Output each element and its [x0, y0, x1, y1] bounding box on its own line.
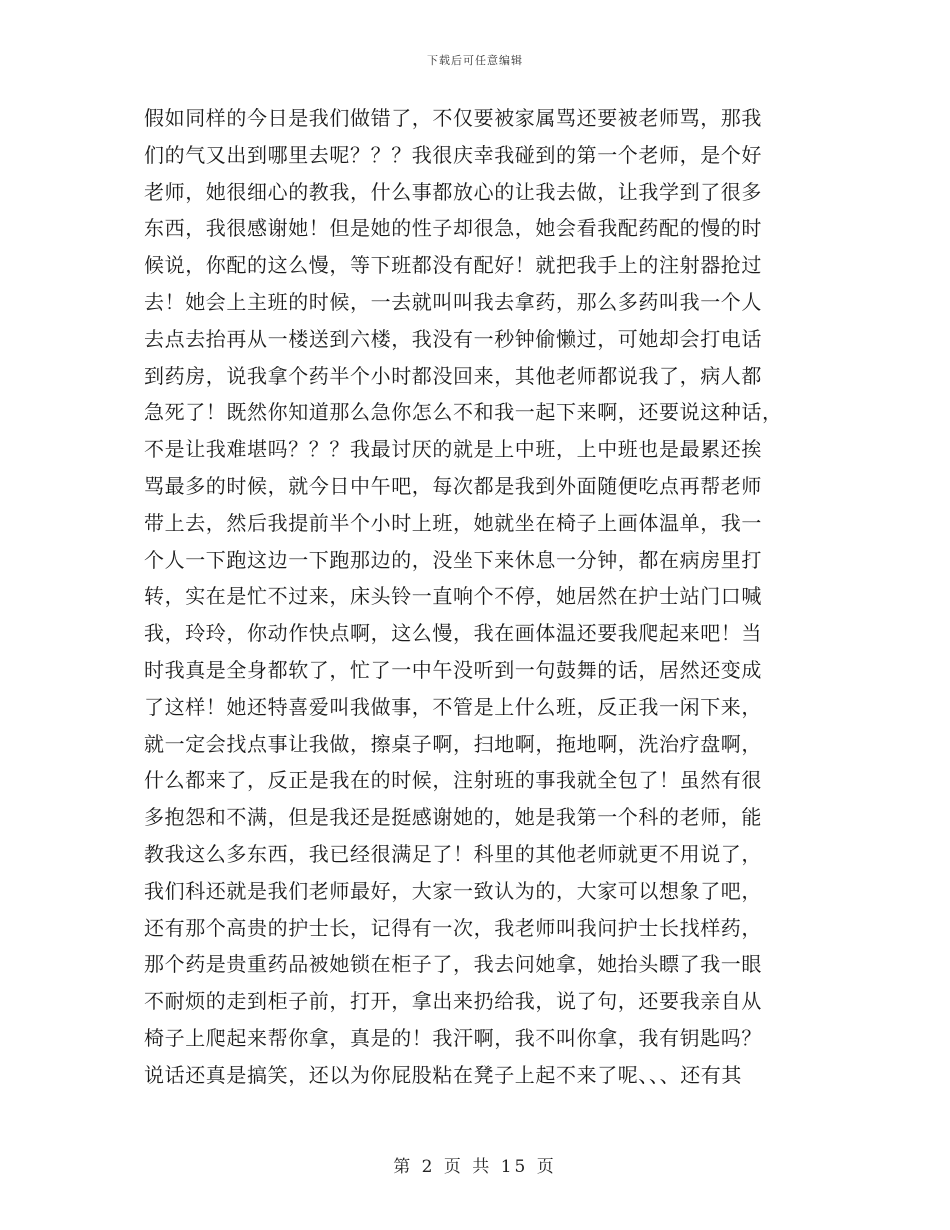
text-line: 到药房，说我拿个药半个小时都没回来，其他老师都说我了，病人都: [144, 363, 762, 388]
text-line: 我们科还就是我们老师最好，大家一致认为的，大家可以想象了吧，: [144, 878, 762, 903]
text-line: 东西，我很感谢她！但是她的性子却很急，她会看我配药配的慢的时: [144, 216, 762, 241]
text-line: 们的气又出到哪里去呢？？？我很庆幸我碰到的第一个老师，是个好: [144, 142, 762, 167]
text-line: 骂最多的时候，就今日中午吧，每次都是我到外面随便吃点再帮老师: [144, 473, 762, 498]
page-number: 第 2 页 共 15 页: [393, 1157, 557, 1177]
text-line: 去点去抬再从一楼送到六楼，我没有一秒钟偷懒过，可她却会打电话: [144, 326, 762, 351]
text-line: 去！她会上主班的时候，一去就叫叫我去拿药，那么多药叫我一个人: [144, 289, 762, 314]
text-line: 老师，她很细心的教我，什么事都放心的让我去做，让我学到了很多: [144, 179, 762, 204]
text-line: 时我真是全身都软了，忙了一中午没听到一句鼓舞的话，居然还变成: [144, 657, 762, 682]
text-line: 带上去，然后我提前半个小时上班，她就坐在椅子上画体温单，我一: [144, 510, 762, 535]
text-line: 说话还真是搞笑，还以为你屁股粘在凳子上起不来了呢、、、还有其: [144, 1062, 742, 1087]
text-line: 多抱怨和不满，但是我还是挺感谢她的，她是我第一个科的老师，能: [144, 805, 762, 830]
text-line: 我，玲玲，你动作快点啊，这么慢，我在画体温还要我爬起来吧！当: [144, 621, 762, 646]
text-line: 转，实在是忙不过来，床头铃一直响个不停，她居然在护士站门口喊: [144, 584, 762, 609]
text-line: 那个药是贵重药品被她锁在柜子了，我去问她拿，她抬头瞟了我一眼: [144, 952, 762, 977]
text-line: 就一定会找点事让我做，擦桌子啊，扫地啊，拖地啊，洗治疗盘啊，: [144, 731, 762, 756]
text-line: 什么都来了，反正是我在的时候，注射班的事我就全包了！虽然有很: [144, 768, 762, 793]
text-line: 教我这么多东西，我已经很满足了！科里的其他老师就更不用说了，: [144, 841, 762, 866]
text-line: 椅子上爬起来帮你拿，真是的！我汗啊，我不叫你拿，我有钥匙吗？: [144, 1025, 762, 1050]
text-line: 了这样！她还特喜爱叫我做事，不管是上什么班，反正我一闲下来，: [144, 694, 762, 719]
text-line: 假如同样的今日是我们做错了，不仅要被家属骂还要被老师骂，那我: [144, 106, 762, 130]
text-line: 还有那个高贵的护士长，记得有一次，我老师叫我问护士长找样药，: [144, 915, 762, 940]
page-header-note: 下载后可任意编辑: [427, 54, 523, 67]
text-line: 不耐烦的走到柜子前，打开，拿出来扔给我，说了句，还要我亲自从: [144, 989, 762, 1014]
text-line: 急死了！既然你知道那么急你怎么不和我一起下来啊，还要说这种话，: [144, 400, 783, 425]
body-text: [144, 100, 824, 1094]
text-line: 不是让我难堪吗？？？我最讨厌的就是上中班，上中班也是最累还挨: [144, 437, 762, 462]
text-line: 候说，你配的这么慢，等下班都没有配好！就把我手上的注射器抢过: [144, 253, 762, 278]
text-line: 个人一下跑这边一下跑那边的，没坐下来休息一分钟，都在病房里打: [144, 547, 762, 572]
